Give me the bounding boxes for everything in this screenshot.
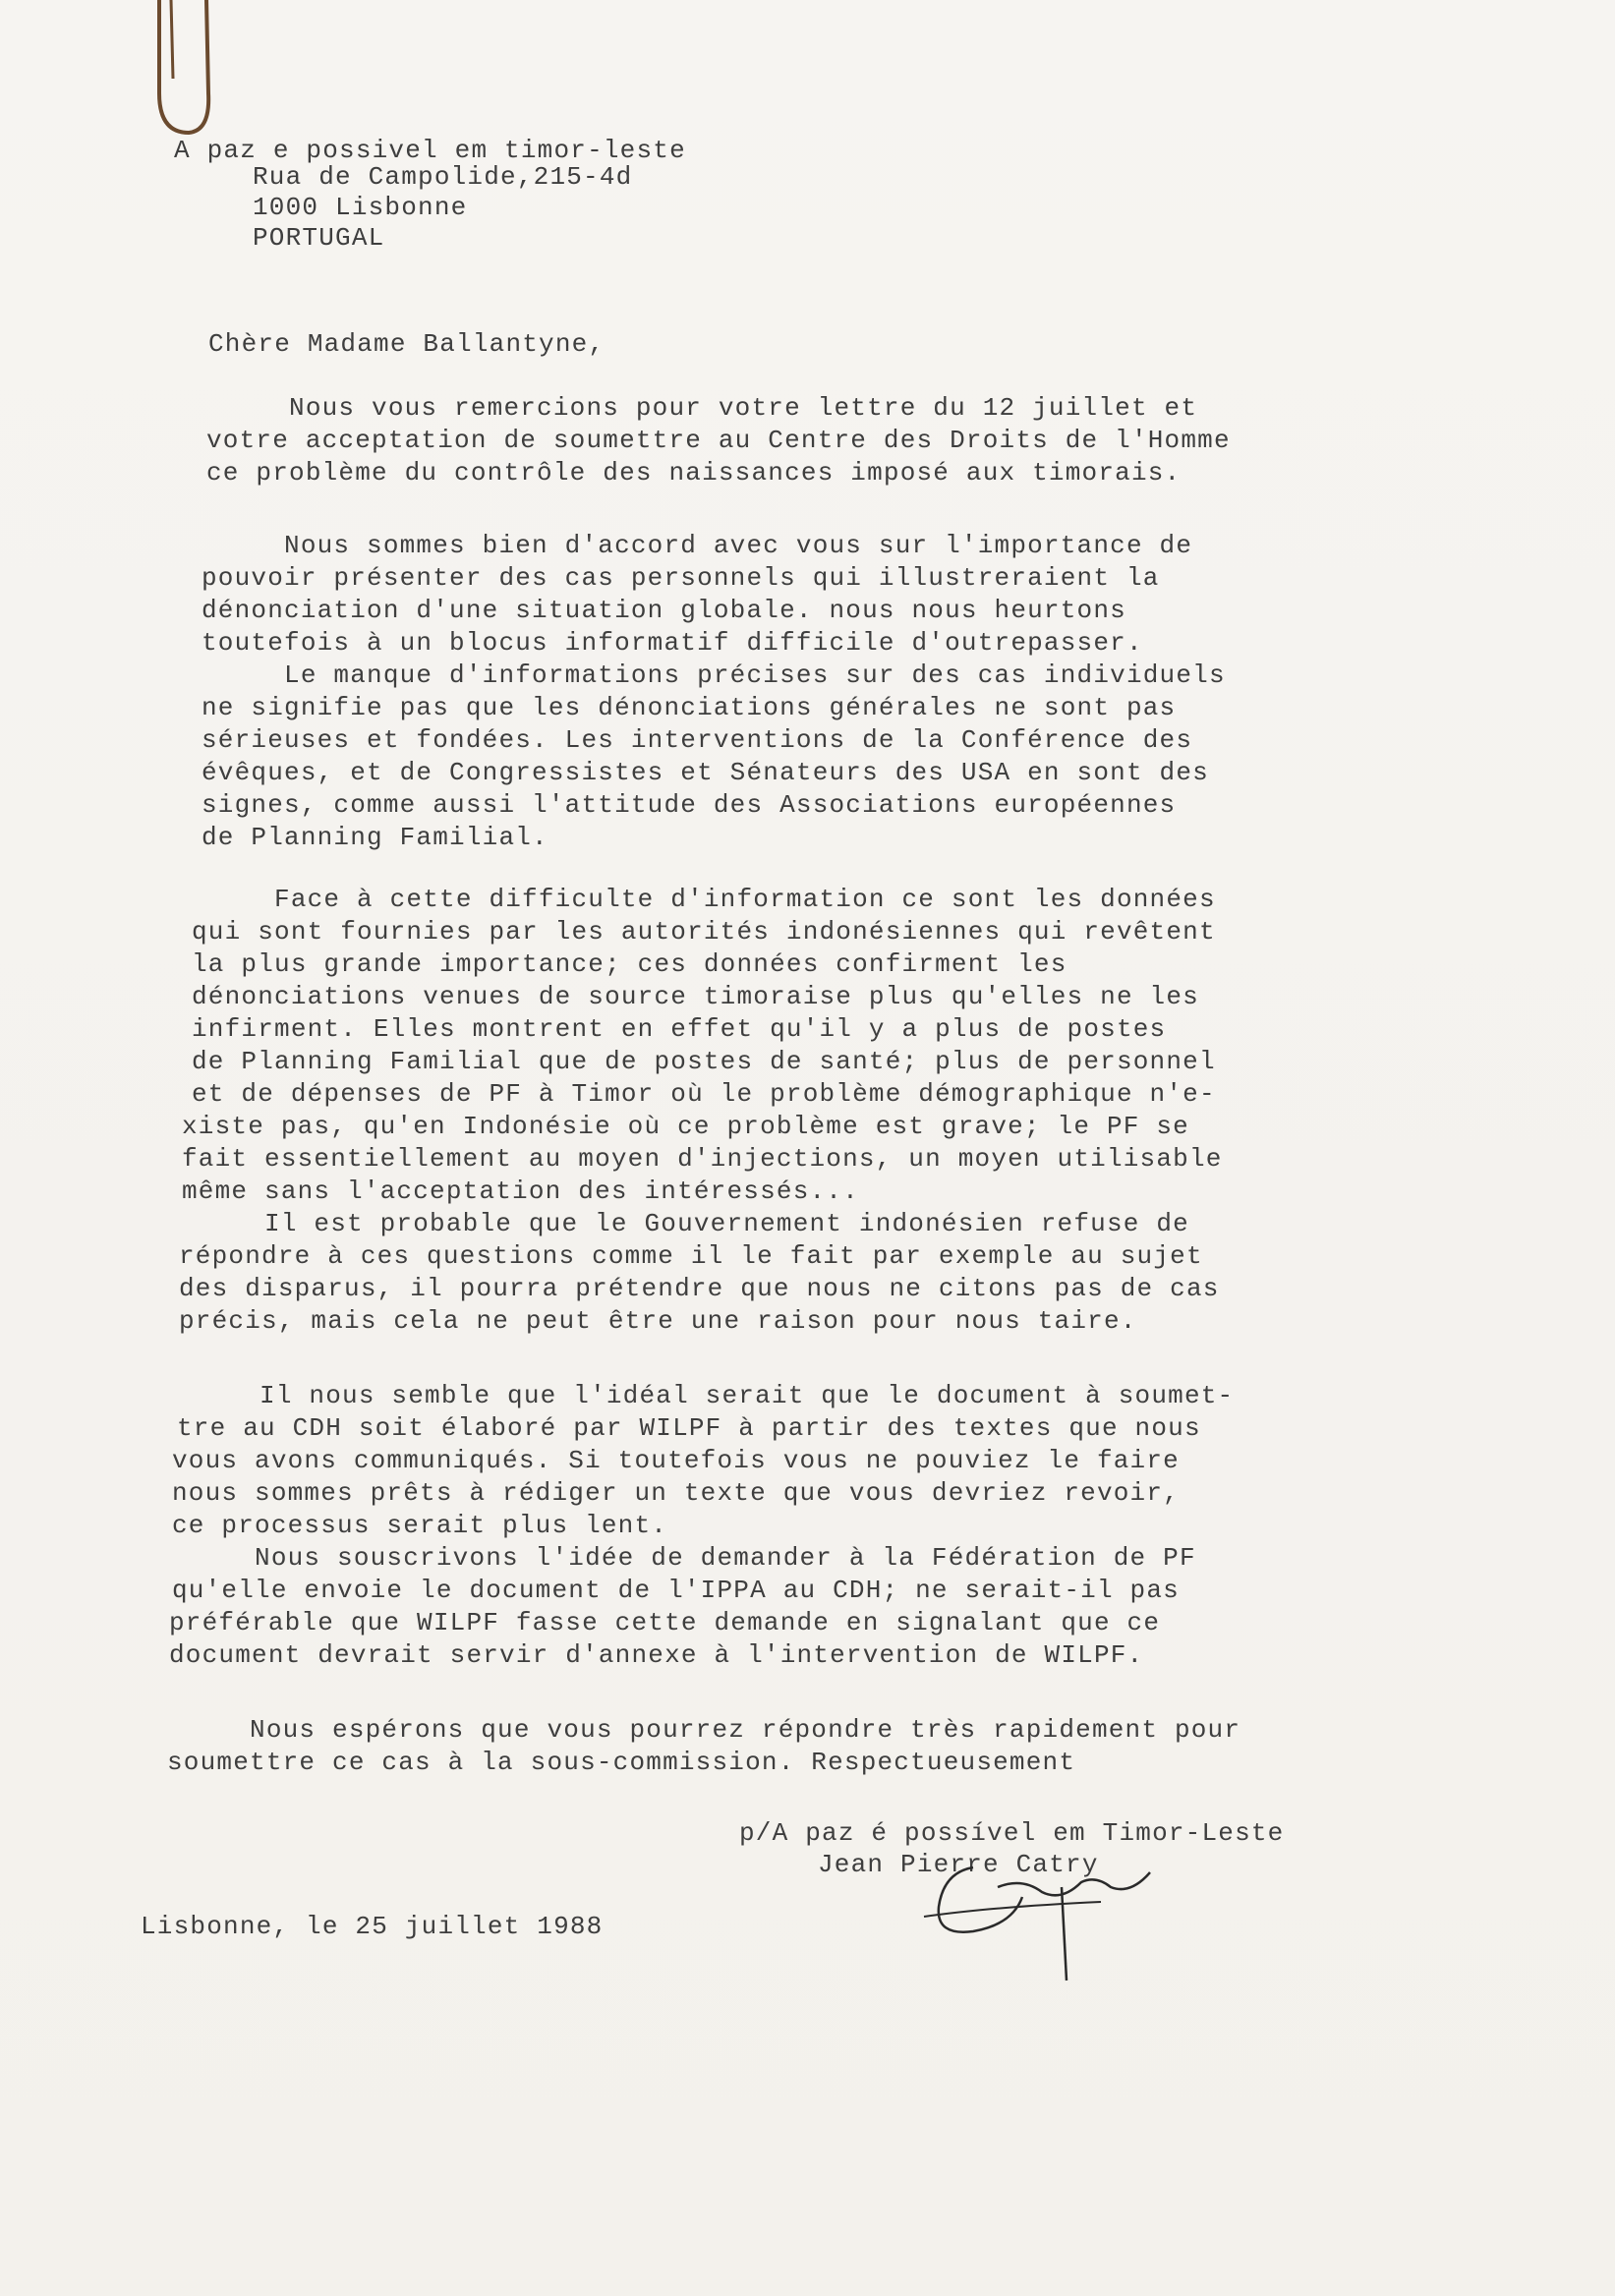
text-line: ce processus serait plus lent. — [172, 1511, 668, 1540]
text-line: tre au CDH soit élaboré par WILPF à partir des textes que nous — [177, 1413, 1201, 1443]
text-line: préférable que WILPF fasse cette demande en signalant que ce — [169, 1608, 1161, 1637]
text-line: ce problème du contrôle des naissances imposé aux timorais. — [206, 458, 1182, 488]
signoff-organization: p/A paz é possível em Timor-Leste — [739, 1818, 1285, 1848]
signature-icon — [904, 1848, 1160, 1985]
text-line: Nous souscrivons l'idée de demander à la Fédération de PF — [172, 1543, 1196, 1573]
text-line: de Planning Familial que de postes de santé; plus de personnel — [192, 1047, 1216, 1076]
text-line: nous sommes prêts à rédiger un texte que vous devriez revoir, — [172, 1478, 1180, 1508]
text-line: Le manque d'informations précises sur des cas individuels — [202, 660, 1226, 690]
text-line: répondre à ces questions comme il le fait par exemple au sujet — [179, 1241, 1203, 1271]
text-line: fait essentiellement au moyen d'injections, un moyen utilisable — [182, 1144, 1223, 1174]
text-line: évêques, et de Congressistes et Sénateurs des USA en sont des — [202, 758, 1209, 787]
text-line: toutefois à un blocus informatif difficile d'outrepasser. — [202, 628, 1143, 658]
text-line: infirment. Elles montrent en effet qu'il y a plus de postes — [192, 1014, 1167, 1044]
place-date: Lisbonne, le 25 juillet 1988 — [141, 1912, 604, 1941]
text-line: Il est probable que le Gouvernement indonésien refuse de — [182, 1209, 1189, 1238]
signoff-name: Jean Pierre Catry — [818, 1850, 1099, 1879]
text-line: des disparus, il pourra prétendre que nous ne citons pas de cas — [179, 1274, 1220, 1303]
text-line: Face à cette difficulte d'information ce sont les données — [192, 885, 1216, 914]
address-line: 1000 Lisbonne — [253, 193, 468, 222]
text-line: et de dépenses de PF à Timor où le problème démographique n'e- — [192, 1079, 1216, 1109]
paperclip-icon — [149, 0, 218, 147]
text-line: sérieuses et fondées. Les interventions de la Conférence des — [202, 725, 1193, 755]
text-line: pouvoir présenter des cas personnels qui illustreraient la — [202, 563, 1160, 593]
text-line: dénonciations venues de source timoraise plus qu'elles ne les — [192, 982, 1199, 1011]
text-line: Nous espérons que vous pourrez répondre très rapidement pour — [167, 1715, 1241, 1745]
text-line: signes, comme aussi l'attitude des Associations européennes — [202, 790, 1177, 820]
text-line: Il nous semble que l'idéal serait que le document à soumet- — [177, 1381, 1235, 1410]
text-line: qui sont fournies par les autorités indonésiennes qui revêtent — [192, 917, 1216, 947]
text-line: dénonciation d'une situation globale. nous nous heurtons — [202, 596, 1126, 625]
address-line: A paz e possivel em timor-leste — [174, 136, 686, 165]
text-line: votre acceptation de soumettre au Centre des Droits de l'Homme — [206, 426, 1231, 455]
text-line: Nous vous remercions pour votre lettre du 12 juillet et — [206, 393, 1198, 423]
address-line: PORTUGAL — [253, 223, 385, 253]
text-line: précis, mais cela ne peut être une raison pour nous taire. — [179, 1306, 1137, 1336]
text-line: la plus grande importance; ces données confirment les — [192, 949, 1067, 979]
text-line: qu'elle envoie le document de l'IPPA au CDH; ne serait-il pas — [172, 1576, 1180, 1605]
text-line: document devrait servir d'annexe à l'intervention de WILPF. — [169, 1640, 1144, 1670]
text-line: vous avons communiqués. Si toutefois vous ne pouviez le faire — [172, 1446, 1180, 1475]
text-line: ne signifie pas que les dénonciations générales ne sont pas — [202, 693, 1177, 722]
address-line: Rua de Campolide,215-4d — [253, 162, 633, 192]
text-line: soumettre ce cas à la sous-commission. Respectueusement — [167, 1748, 1076, 1777]
text-line: même sans l'acceptation des intéressés... — [182, 1177, 859, 1206]
salutation: Chère Madame Ballantyne, — [208, 329, 606, 359]
text-line: de Planning Familial. — [202, 823, 548, 852]
text-line: xiste pas, qu'en Indonésie où ce problème est grave; le PF se — [182, 1112, 1189, 1141]
text-line: Nous sommes bien d'accord avec vous sur l'importance de — [202, 531, 1193, 560]
